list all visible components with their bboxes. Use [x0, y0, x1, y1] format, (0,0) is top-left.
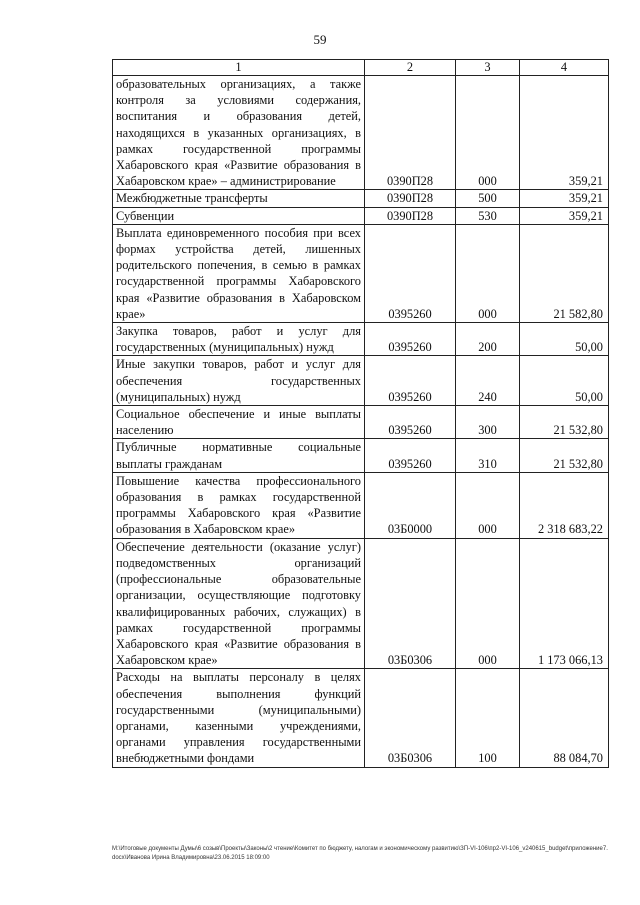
page-number: 59: [313, 32, 327, 47]
row-target-article: 03Б0306: [365, 538, 456, 669]
row-target-article: 03Б0306: [365, 669, 456, 767]
table-row: [113, 538, 609, 669]
table-row: [113, 190, 609, 207]
row-amount: 50,00: [520, 323, 609, 356]
table-row: [113, 472, 609, 538]
row-description: Межбюджетные трансферты: [113, 190, 365, 207]
row-expense-type: 000: [456, 472, 520, 538]
budget-table: [112, 59, 609, 768]
row-amount: 21 582,80: [520, 224, 609, 322]
row-target-article: 0395260: [365, 406, 456, 439]
header-col-4: 4: [520, 60, 609, 76]
row-description: Выплата единовременного пособия при всех формах устройства детей, лишенных родительского попечения, в семью в рамках государственной программы Хабаровского края «Развитие образования в Хабаровском крае»: [113, 224, 365, 322]
row-expense-type: 310: [456, 439, 520, 472]
row-description: Социальное обеспечение и иные выплаты населению: [113, 406, 365, 439]
row-amount: 1 173 066,13: [520, 538, 609, 669]
table-row: [113, 323, 609, 356]
row-expense-type: 240: [456, 356, 520, 406]
row-target-article: 0390П28: [365, 76, 456, 190]
table-row: [113, 439, 609, 472]
row-expense-type: 300: [456, 406, 520, 439]
row-target-article: 0395260: [365, 356, 456, 406]
table-row: [113, 669, 609, 767]
row-amount: 88 084,70: [520, 669, 609, 767]
row-target-article: 0390П28: [365, 190, 456, 207]
row-amount: 359,21: [520, 207, 609, 224]
row-target-article: 0395260: [365, 224, 456, 322]
row-description: Иные закупки товаров, работ и услуг для обеспечения государственных (муниципальных) нужд: [113, 356, 365, 406]
row-amount: 359,21: [520, 76, 609, 190]
row-expense-type: 200: [456, 323, 520, 356]
row-target-article: 03Б0000: [365, 472, 456, 538]
row-expense-type: 000: [456, 224, 520, 322]
row-amount: 21 532,80: [520, 406, 609, 439]
table-row: [113, 356, 609, 406]
row-description: Расходы на выплаты персоналу в целях обеспечения выполнения функций государственными (муниципальными) органами, казенными учреждениями, органами управления государственными внебюджетными фондами: [113, 669, 365, 767]
table-body: [113, 76, 609, 768]
table-row: [113, 207, 609, 224]
row-expense-type: 530: [456, 207, 520, 224]
row-description: Субвенции: [113, 207, 365, 224]
row-target-article: 0395260: [365, 323, 456, 356]
row-description: Закупка товаров, работ и услуг для государственных (муниципальных) нужд: [113, 323, 365, 356]
row-description: образовательных организациях, а также контроля за условиями содержания, воспитания и образования детей, находящихся в указанных организациях, в рамках государственной программы Хабаровского края «Развитие образования в Хабаровском крае» – администрирование: [113, 76, 365, 190]
header-col-3: 3: [456, 60, 520, 76]
header-col-2: 2: [365, 60, 456, 76]
row-amount: 359,21: [520, 190, 609, 207]
row-amount: 50,00: [520, 356, 609, 406]
row-amount: 2 318 683,22: [520, 472, 609, 538]
table-row: [113, 76, 609, 190]
header-col-1: 1: [113, 60, 365, 76]
row-expense-type: 100: [456, 669, 520, 767]
row-description: Обеспечение деятельности (оказание услуг) подведомственных организаций (профессиональные образовательные организации, осуществляющие подготовку квалифицированных рабочих, служащих) в рамках государственной программы Хабаровского края «Развитие образования в Хабаровском крае»: [113, 538, 365, 669]
row-description: Повышение качества профессионального образования в рамках государственной программы Хабаровского края «Развитие образования в Хабаровском крае»: [113, 472, 365, 538]
row-description: Публичные нормативные социальные выплаты гражданам: [113, 439, 365, 472]
table-row: [113, 224, 609, 322]
header-row: [113, 60, 609, 76]
row-amount: 21 532,80: [520, 439, 609, 472]
row-expense-type: 000: [456, 76, 520, 190]
row-target-article: 0390П28: [365, 207, 456, 224]
footer-file-path: M:\Итоговые документы Думы\6 созыв\Проекты\Законы\2 чтение\Комитет по бюджету, налогам и экономическому развитию\ЗП-VI-106\пр2-VI-106_v240615_budget\приложение7.docx\Иванова Ирина Владимировна\23.06.2015 18:09:00: [112, 846, 608, 861]
row-expense-type: 500: [456, 190, 520, 207]
table-row: [113, 406, 609, 439]
row-target-article: 0395260: [365, 439, 456, 472]
row-expense-type: 000: [456, 538, 520, 669]
